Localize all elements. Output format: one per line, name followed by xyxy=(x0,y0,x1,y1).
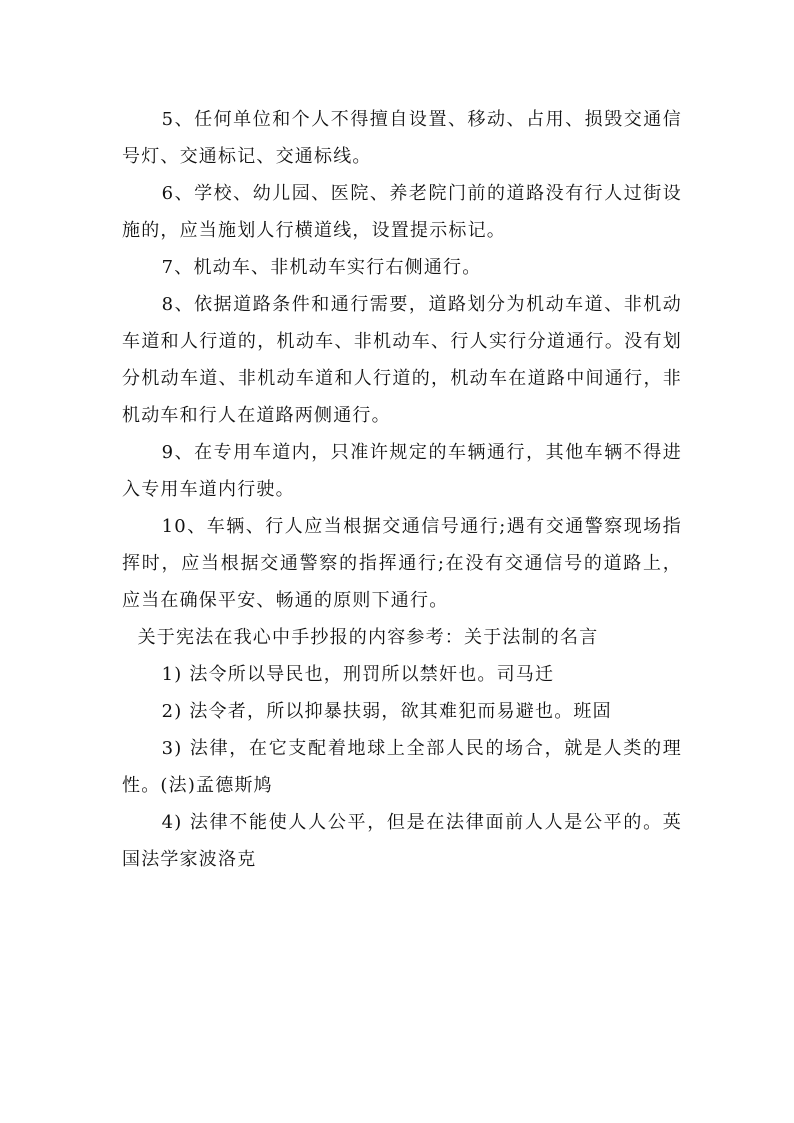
quote-3: 3) 法律，在它支配着地球上全部人民的场合，就是人类的理性。(法)孟德斯鸠 xyxy=(122,738,682,796)
paragraph-10: 10、车辆、行人应当根据交通信号通行;遇有交通警察现场指挥时，应当根据交通警察的指挥通行;在没有交通信号的道路上，应当在确保平安、畅通的原则下通行。 xyxy=(122,516,682,611)
section-heading: 关于宪法在我心中手抄报的内容参考：关于法制的名言 xyxy=(137,627,599,648)
paragraph-9: 9、在专用车道内，只准许规定的车辆通行，其他车辆不得进入专用车道内行驶。 xyxy=(122,442,682,500)
paragraph-5: 5、任何单位和个人不得擅自设置、移动、占用、损毁交通信号灯、交通标记、交通标线。 xyxy=(122,109,682,167)
paragraph-8: 8、依据道路条件和通行需要，道路划分为机动车道、非机动车道和人行道的，机动车、非机动车、行人实行分道通行。没有划分机动车道、非机动车道和人行道的，机动车在道路中间通行，非机动车和行人在道路两侧通行。 xyxy=(122,294,682,426)
quote-2: 2) 法令者，所以抑暴扶弱，欲其难犯而易避也。班固 xyxy=(161,701,612,722)
quote-1: 1) 法令所以导民也，刑罚所以禁奸也。司马迁 xyxy=(161,664,555,685)
paragraph-7: 7、机动车、非机动车实行右侧通行。 xyxy=(161,257,482,278)
paragraph-6: 6、学校、幼儿园、医院、养老院门前的道路没有行人过街设施的，应当施划人行横道线，设置提示标记。 xyxy=(122,183,682,241)
document-body xyxy=(122,101,682,878)
quote-4: 4) 法律不能使人人公平，但是在法律面前人人是公平的。英国法学家波洛克 xyxy=(122,812,682,870)
